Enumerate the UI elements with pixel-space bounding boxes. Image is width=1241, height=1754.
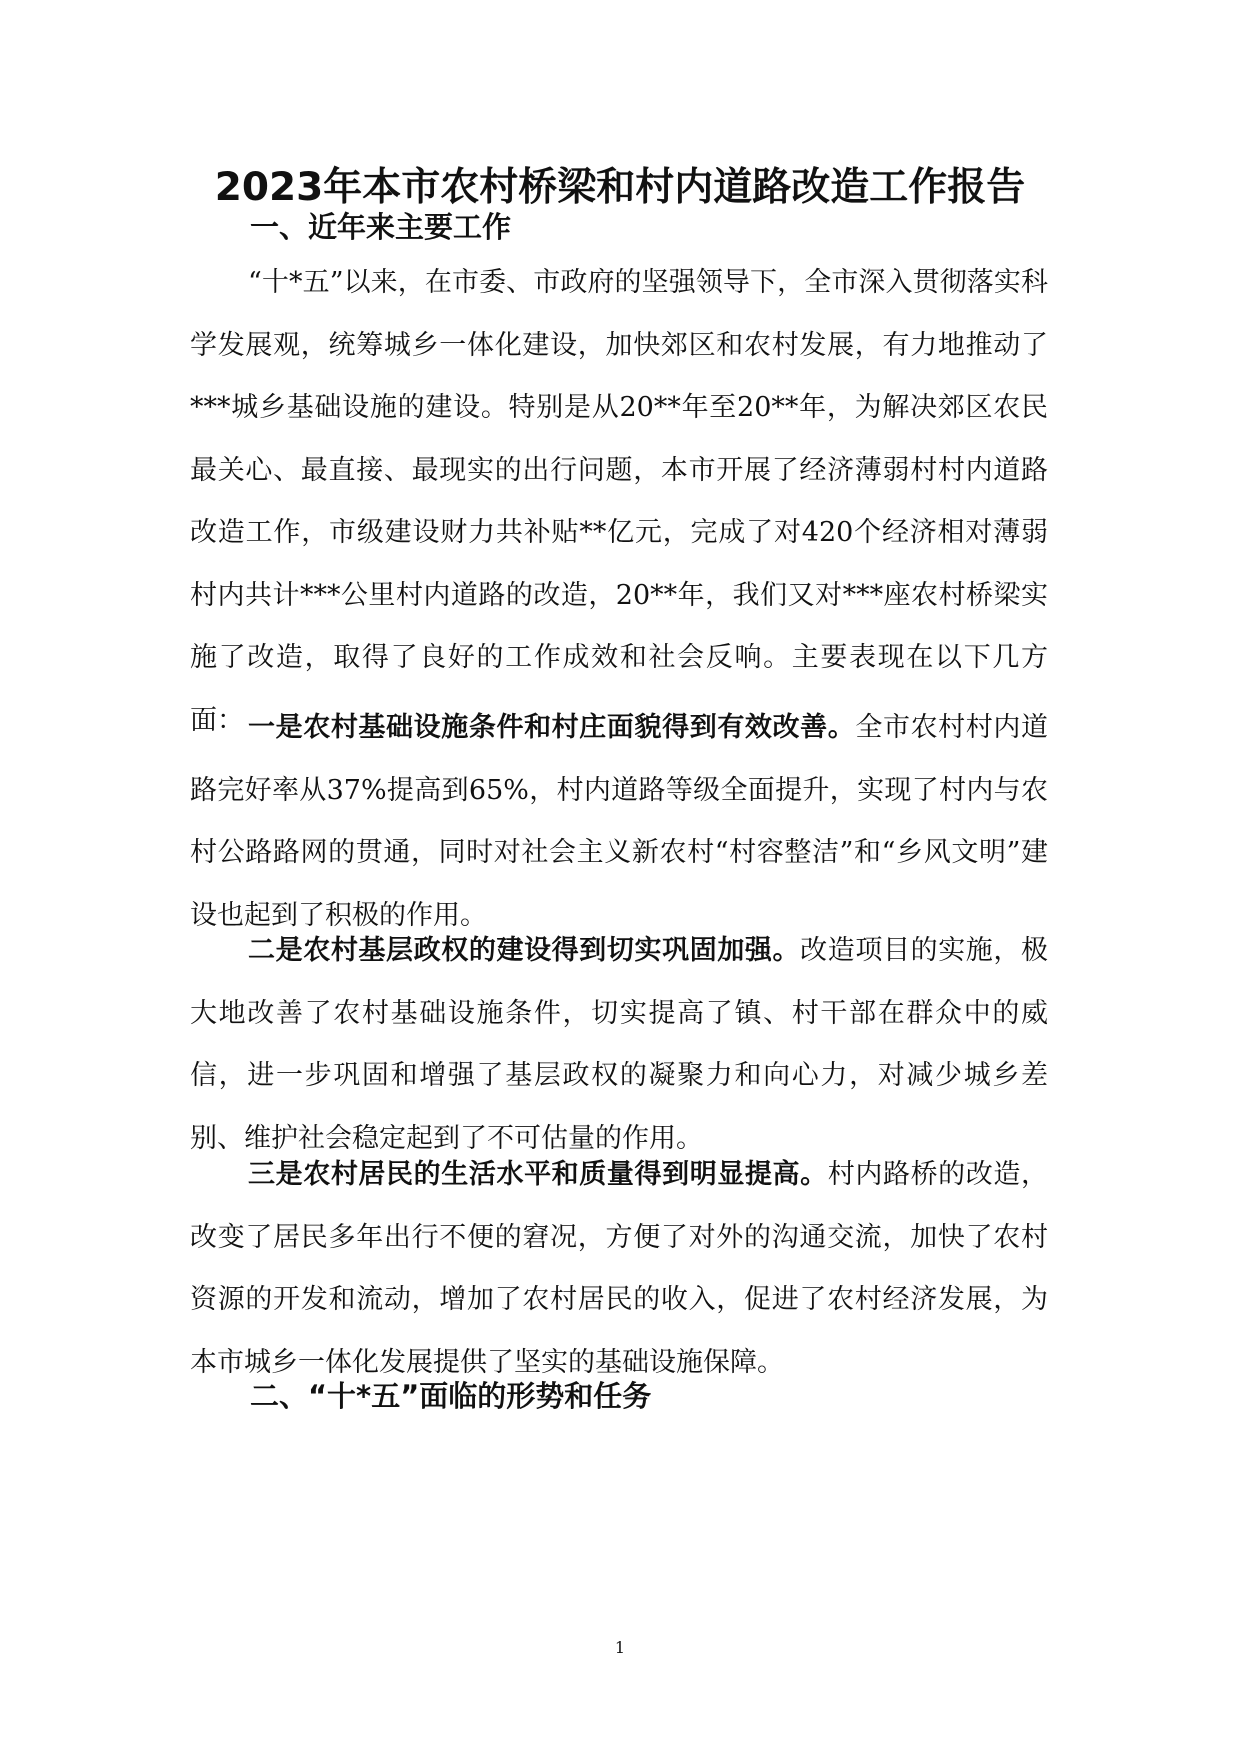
point-paragraph-3: [190, 1144, 1048, 1394]
point-body-3: 村内路桥的改造，改变了居民多年出行不便的窘况，方便了对外的沟通交流，加快了农村资源的开发和流动，增加了农村居民的收入，促进了农村经济发展，为本市城乡一体化发展提供了坚实的基础设施保障。: [190, 1159, 1048, 1378]
point-body-1: 全市农村村内道路完好率从37%提高到65%，村内道路等级全面提升，实现了村内与农村公路路网的贯通，同时对社会主义新农村“村容整洁”和“乡风文明”建设也起到了积极的作用。: [190, 712, 1049, 931]
document-title: 2023年本市农村桥梁和村内道路改造工作报告: [214, 165, 1026, 210]
point-paragraph-1: [190, 697, 1048, 947]
point-lead-3: 三是农村居民的生活水平和质量得到明显提高。: [248, 1159, 828, 1190]
point-lead-1: 一是农村基础设施条件和村庄面貌得到有效改善。: [248, 712, 856, 743]
point-lead-2: 二是农村基层政权的建设得到切实巩固加强。: [248, 935, 801, 966]
section-heading-1: 一、近年来主要工作: [250, 210, 512, 244]
point-paragraph-2: [190, 920, 1048, 1170]
point-body-2: 改造项目的实施，极大地改善了农村基础设施条件，切实提高了镇、村干部在群众中的威信，进一步巩固和增强了基层政权的凝聚力和向心力，对减少城乡差别、维护社会稳定起到了不可估量的作用。: [190, 935, 1049, 1154]
intro-paragraph: “十*五”以来，在市委、市政府的坚强领导下，全市深入贯彻落实科学发展观，统筹城乡一体化建设，加快郊区和农村发展，有力地推动了***城乡基础设施的建设。特别是从20**年至20**年，为解决郊区农民最关心、最直接、最现实的出行问题，本市开展了经济薄弱村村内道路改造工作，市级建设财力共补贴**亿元，完成了对420个经济相对薄弱村内共计***公里村内道路的改造，20**年，我们又对***座农村桥梁实施了改造，取得了良好的工作成效和社会反响。主要表现在以下几方面：: [190, 267, 1048, 736]
section-heading-2: 二、“十*五”面临的形势和任务: [250, 1379, 652, 1413]
page-number: 1: [614, 1638, 626, 1657]
